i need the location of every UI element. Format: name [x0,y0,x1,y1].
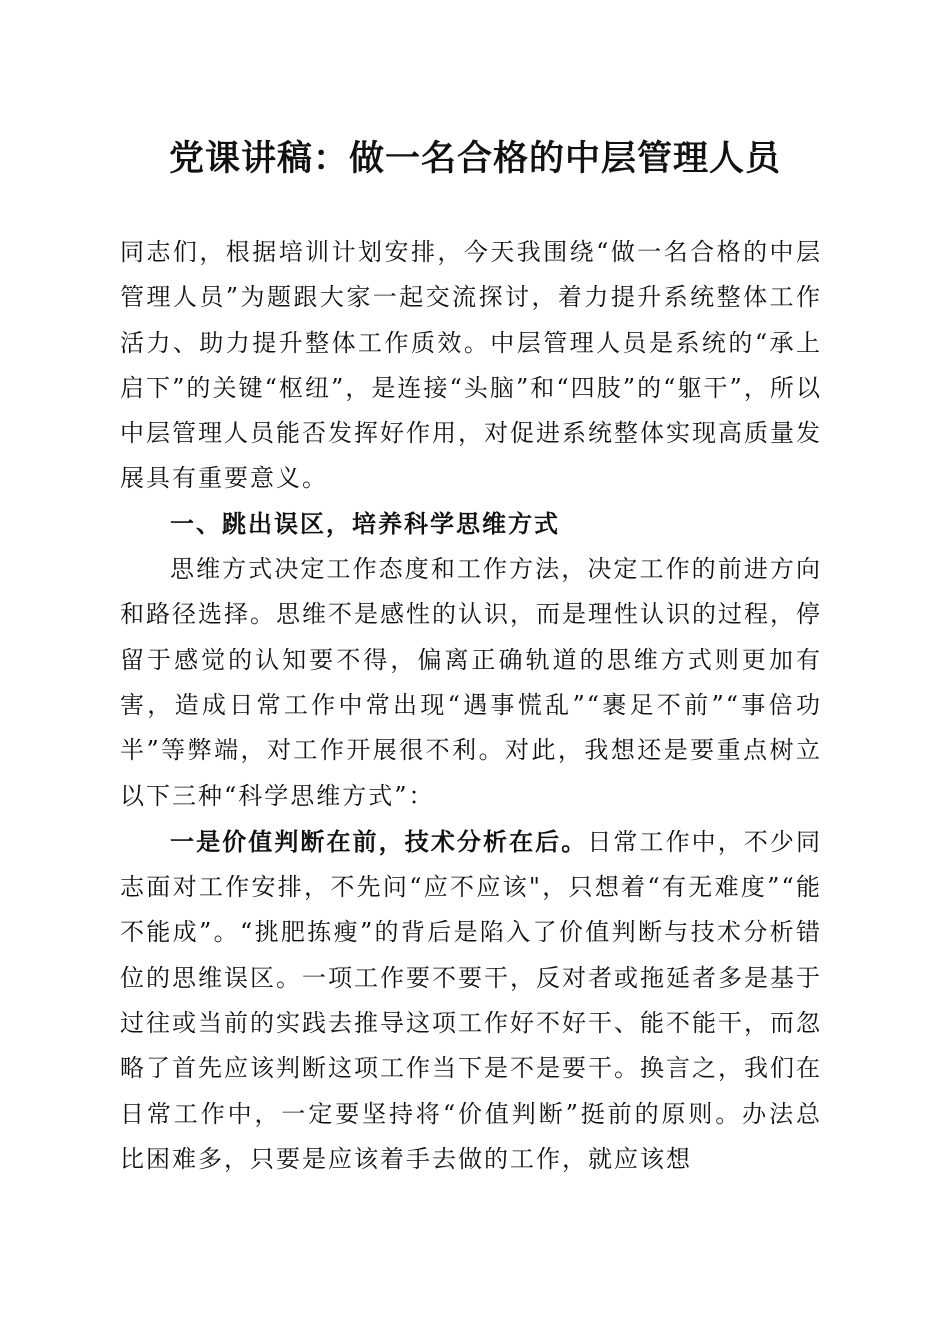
point-paragraph [120,819,822,1182]
point-lead: 一是价值判断在前，技术分析在后。 [170,826,588,856]
section-heading: 一、跳出误区，培养科学思维方式 [170,509,560,538]
document-title: 党课讲稿：做一名合格的中层管理人员 [168,138,781,179]
document-body [120,230,822,1182]
intro-paragraph: 同志们，根据培训计划安排，今天我围绕“做一名合格的中层管理人员”为题跟大家一起交流探讨，着力提升系统整体工作活力、助力提升整体工作质效。中层管理人员是系统的“承上启下”的关键“枢纽”，是连接“头脑”和“四肢”的“躯干”，所以中层管理人员能否发挥好作用，对促进系统整体实现高质量发展具有重要意义。 [120,238,822,493]
section-paragraph: 思维方式决定工作态度和工作方法，决定工作的前进方向和路径选择。思维不是感性的认识，而是理性认识的过程，停留于感觉的认知要不得，偏离正确轨道的思维方式则更加有害，造成日常工作中常出现“遇事慌乱”“裹足不前”“事倍功半”等弊端，对工作开展很不利。对此，我想还是要重点树立以下三种“科学思维方式”： [120,555,822,810]
point-text: 日常工作中，不少同志面对工作安排，不先问“应不应该"，只想着“有无难度”“能不能成”。“挑肥拣瘦”的背后是陷入了价值判断与技术分析错位的思维误区。一项工作要不要干，反对者或拖延者多是基于过往或当前的实践去推导这项工作好不好干、能不能干，而忽略了首先应该判断这项工作当下是不是要干。换言之，我们在日常工作中，一定要坚持将“价值判断”挺前的原则。办法总比困难多，只要是应该着手去做的工作，就应该想 [120,827,823,1173]
